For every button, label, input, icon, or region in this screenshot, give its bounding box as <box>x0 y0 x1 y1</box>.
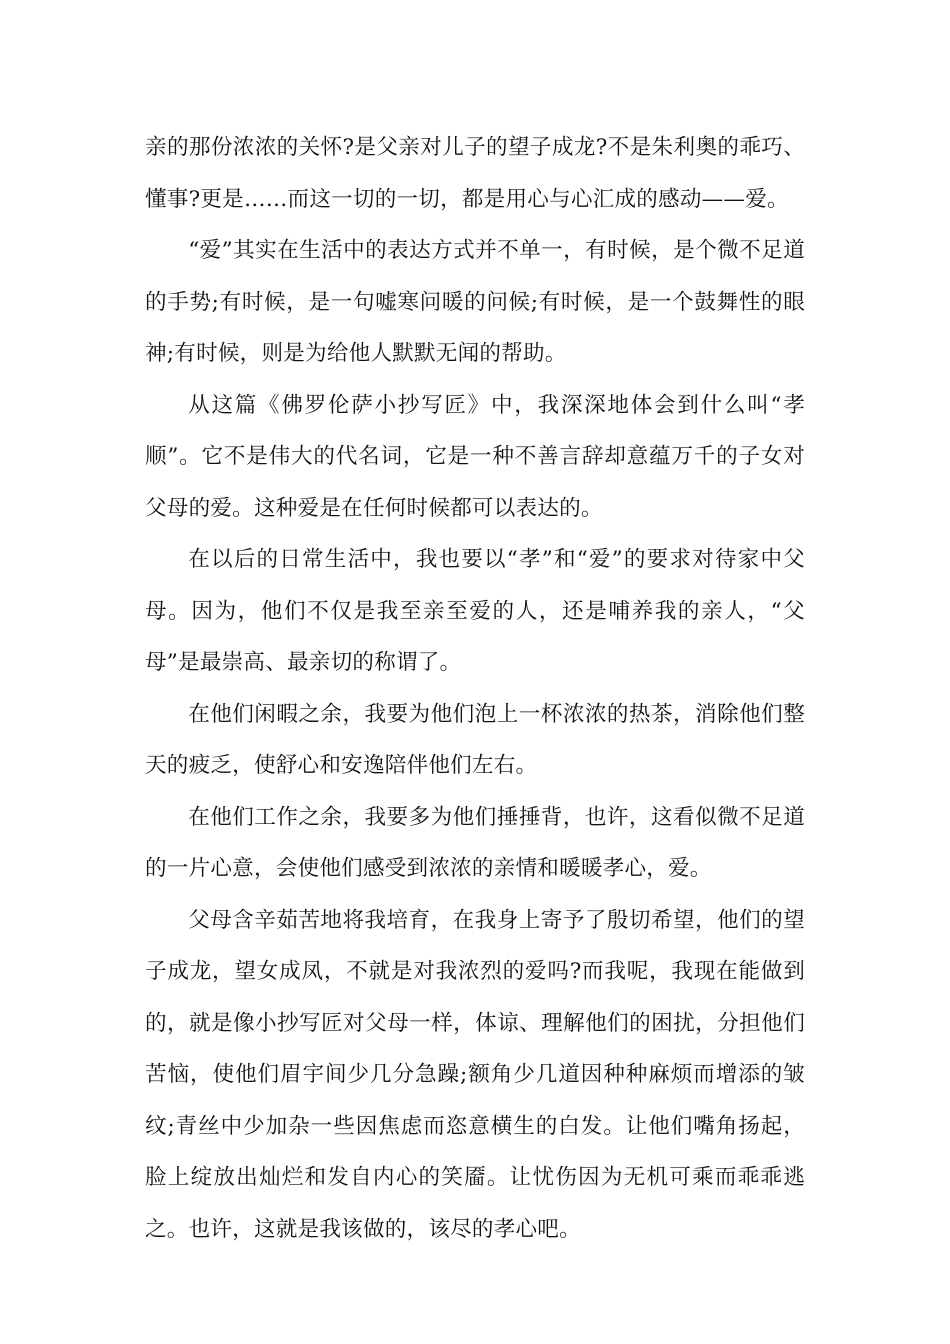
paragraph: 在以后的日常生活中，我也要以“孝”和“爱”的要求对待家中父母。因为，他们不仅是我至亲至爱的人，还是哺养我的亲人，“父母”是最崇高、最亲切的称谓了。 <box>145 547 805 675</box>
document-body <box>145 122 805 1255</box>
paragraph: 从这篇《佛罗伦萨小抄写匠》中，我深深地体会到什么叫“孝顺”。它不是伟大的代名词，它是一种不善言辞却意蕴万千的子女对父母的爱。这种爱是在任何时候都可以表达的。 <box>145 392 805 521</box>
paragraph: 父母含辛茹苦地将我培育，在我身上寄予了殷切希望，他们的望子成龙，望女成凤，不就是对我浓烈的爱吗?而我呢，我现在能做到的，就是像小抄写匠对父母一样，体谅、理解他们的困扰，分担他们苦恼，使他们眉宇间少几分急躁;额角少几道因种种麻烦而增添的皱纹;青丝中少加杂一些因焦虑而恣意横生的白发。让他们嘴角扬起，脸上绽放出灿烂和发自内心的笑靥。让忧伤因为无机可乘而乖乖逃之。也许，这就是我该做的，该尽的孝心吧。 <box>145 907 805 1242</box>
paragraph-continued: 亲的那份浓浓的关怀?是父亲对儿子的望子成龙?不是朱利奥的乖巧、懂事?更是……而这一切的一切，都是用心与心汇成的感动——爱。 <box>145 135 805 212</box>
paragraph: 在他们工作之余，我要多为他们捶捶背，也许，这看似微不足道的一片心意，会使他们感受到浓浓的亲情和暖暖孝心，爱。 <box>145 804 805 881</box>
paragraph: 在他们闲暇之余，我要为他们泡上一杯浓浓的热茶，消除他们整天的疲乏，使舒心和安逸陪伴他们左右。 <box>145 701 805 778</box>
paragraph: “爱”其实在生活中的表达方式并不单一，有时候，是个微不足道的手势;有时候，是一句嘘寒问暖的问候;有时候，是一个鼓舞性的眼神;有时候，则是为给他人默默无闻的帮助。 <box>145 238 805 366</box>
